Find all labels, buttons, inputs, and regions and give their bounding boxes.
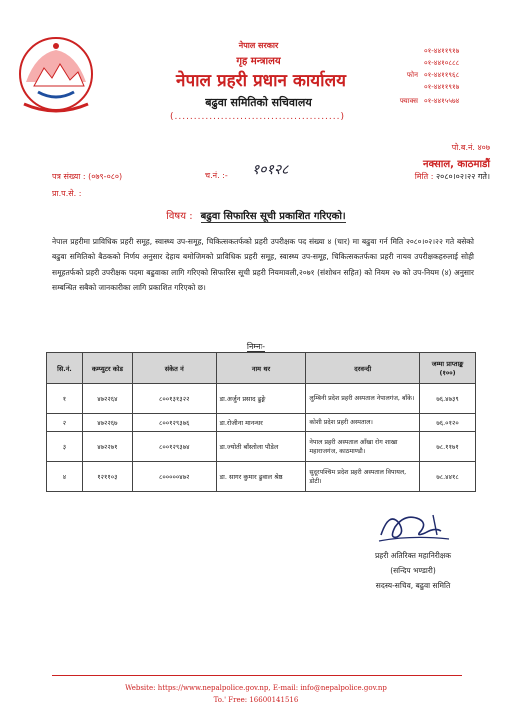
cell-sn: ४: [47, 462, 83, 492]
cell-symbol: ८००१३१३२२: [132, 384, 216, 414]
col-header-symbol: संकेत नं: [132, 353, 216, 384]
secretariat-title: बढुवा समितिको सचिवालय: [205, 96, 312, 109]
table-row: [47, 384, 476, 414]
ministry-label: गृह मन्त्रालय: [236, 56, 281, 67]
footer-tollfree: To.' Free: 16600141516: [213, 696, 299, 704]
cell-post: नेपाल प्रहरी अस्पताल आँखा रोग शाखा महाराजगंज, काठमाण्डौ।: [306, 432, 420, 462]
signatory-role: सदस्य-सचिव, बढुवा समिति: [375, 581, 451, 590]
cell-post: लुम्बिनी प्रदेश प्रहरी अस्पताल नेपालगंज, बाँके।: [306, 384, 420, 414]
subject-label: विषय :: [166, 211, 193, 222]
cell-name: डा. सागर कुमार ढुवाल श्रेष्ठ: [216, 462, 306, 492]
phone-1: ०१-४४११९१७: [424, 47, 460, 55]
footer-divider: [52, 675, 462, 676]
list-title: निम्नः-: [246, 342, 266, 351]
table-row: [47, 414, 476, 432]
col-header-score: जम्मा प्राप्ताङ्क (१००): [420, 353, 476, 384]
chalani-number: १०१२८: [252, 162, 289, 178]
cell-sn: २: [47, 414, 83, 432]
chalani-label: च.नं. :-: [205, 171, 228, 180]
cell-sn: १: [47, 384, 83, 414]
cell-code: ४७२२६४: [82, 384, 132, 414]
cell-symbol: ८००१२९३७६: [132, 414, 216, 432]
po-box: पो.ब.नं. ४०७: [451, 143, 490, 152]
subject-line: [0, 208, 512, 222]
cell-name: डा.ज्योती बाँस्तोला पौडेल: [216, 432, 306, 462]
table-header-row: [47, 353, 476, 384]
col-header-code: कम्प्युटर कोड: [82, 353, 132, 384]
signatory-name: (सन्दिप भण्डारी): [390, 566, 436, 575]
cell-post: सुदूरपश्चिम प्रदेश प्रहरी अस्पताल विपायल, डोटी।: [306, 462, 420, 492]
body-paragraph: नेपाल प्रहरीमा प्राविधिक प्रहरी समूह, स्वास्थ्य उप-समूह, चिकित्सकतर्फको प्रहरी उपरीक्षक पद संख्या ४ (चार) मा बढुवा गर्न मिति २०८०।०२।२२ गते बसेको बढुवा समितिको बैठकको निर्णय अनुसार देहाय बमोजिमको प्राविधिक प्रहरी समूह, स्वास्थ्य उप-समूह, चिकित्सकतर्फका प्रहरी नायव उपरीक्षकहरुलाई सोही समूहतर्फको प्रहरी उपरीक्षक पदमा बढुवाका लागि गरिएको सिफारिस सूची प्रहरी नियमावली,२०७१ (संशोधन सहित) को नियम २७ को उप-नियम (४) अनुसार सम्बन्धित सबैको जानकारीका लागि प्रकाशित गरिएको छ।: [52, 237, 474, 293]
phone-4: ०१-४४११९१७: [424, 83, 460, 91]
signatory-title: प्रहरी अतिरिक्त महानिरीक्षक: [375, 551, 451, 560]
col-header-sn: सि.नं.: [47, 353, 83, 384]
office-title: नेपाल प्रहरी प्रधान कार्यालय: [176, 71, 346, 91]
col-header-post: दरवन्दी: [306, 353, 420, 384]
table-row: [47, 462, 476, 492]
govt-label: नेपाल सरकार: [238, 41, 279, 50]
cell-post: कोशी प्रदेश प्रहरी अस्पताल।: [306, 414, 420, 432]
phone-3: फोन ०१-४४११९६८: [406, 71, 460, 79]
table-row: [47, 432, 476, 462]
cell-name: डा.रोजीना मानन्धर: [216, 414, 306, 432]
pra-pa-se: प्रा.प.से. :: [52, 189, 82, 198]
col-header-name: नाम थर: [216, 353, 306, 384]
signature-icon: [375, 505, 453, 547]
cell-name: डा.अर्जुन प्रसाद ढुङ्गे: [216, 384, 306, 414]
cell-symbol: ८००१२९३७४: [132, 432, 216, 462]
promotion-table: [46, 352, 476, 492]
cell-code: ४७२२६७: [82, 414, 132, 432]
nepal-emblem-icon: [14, 34, 98, 116]
subject-text: बढुवा सिफारिस सूची प्रकाशित गरिएको।: [200, 211, 346, 222]
date-line: मिति : २०८०।०२।२२ गते।: [414, 172, 490, 181]
cell-sn: ३: [47, 432, 83, 462]
cell-code: १२११०३: [82, 462, 132, 492]
fax: फ्याक्स ०१-४४१५५७४: [399, 97, 460, 105]
cell-score: ७६.०१२०: [420, 414, 476, 432]
footer-website: Website: https://www.nepalpolice.gov.np, E-mail: info@nepalpolice.gov.np: [125, 684, 387, 692]
patra-sankhya: पत्र संख्या : (०७९-०८०): [52, 172, 123, 181]
location: नक्साल, काठमाडौं: [423, 159, 490, 170]
cell-score: ७६.४७३९: [420, 384, 476, 414]
phone-2: ०१-४४१०८८८: [424, 59, 460, 67]
cell-code: ४७२२७१: [82, 432, 132, 462]
dotted-line: (...........................................): [169, 112, 346, 122]
cell-score: ७८.११७१: [420, 432, 476, 462]
cell-symbol: ८०००००४७२: [132, 462, 216, 492]
cell-score: ७८.४४१८: [420, 462, 476, 492]
